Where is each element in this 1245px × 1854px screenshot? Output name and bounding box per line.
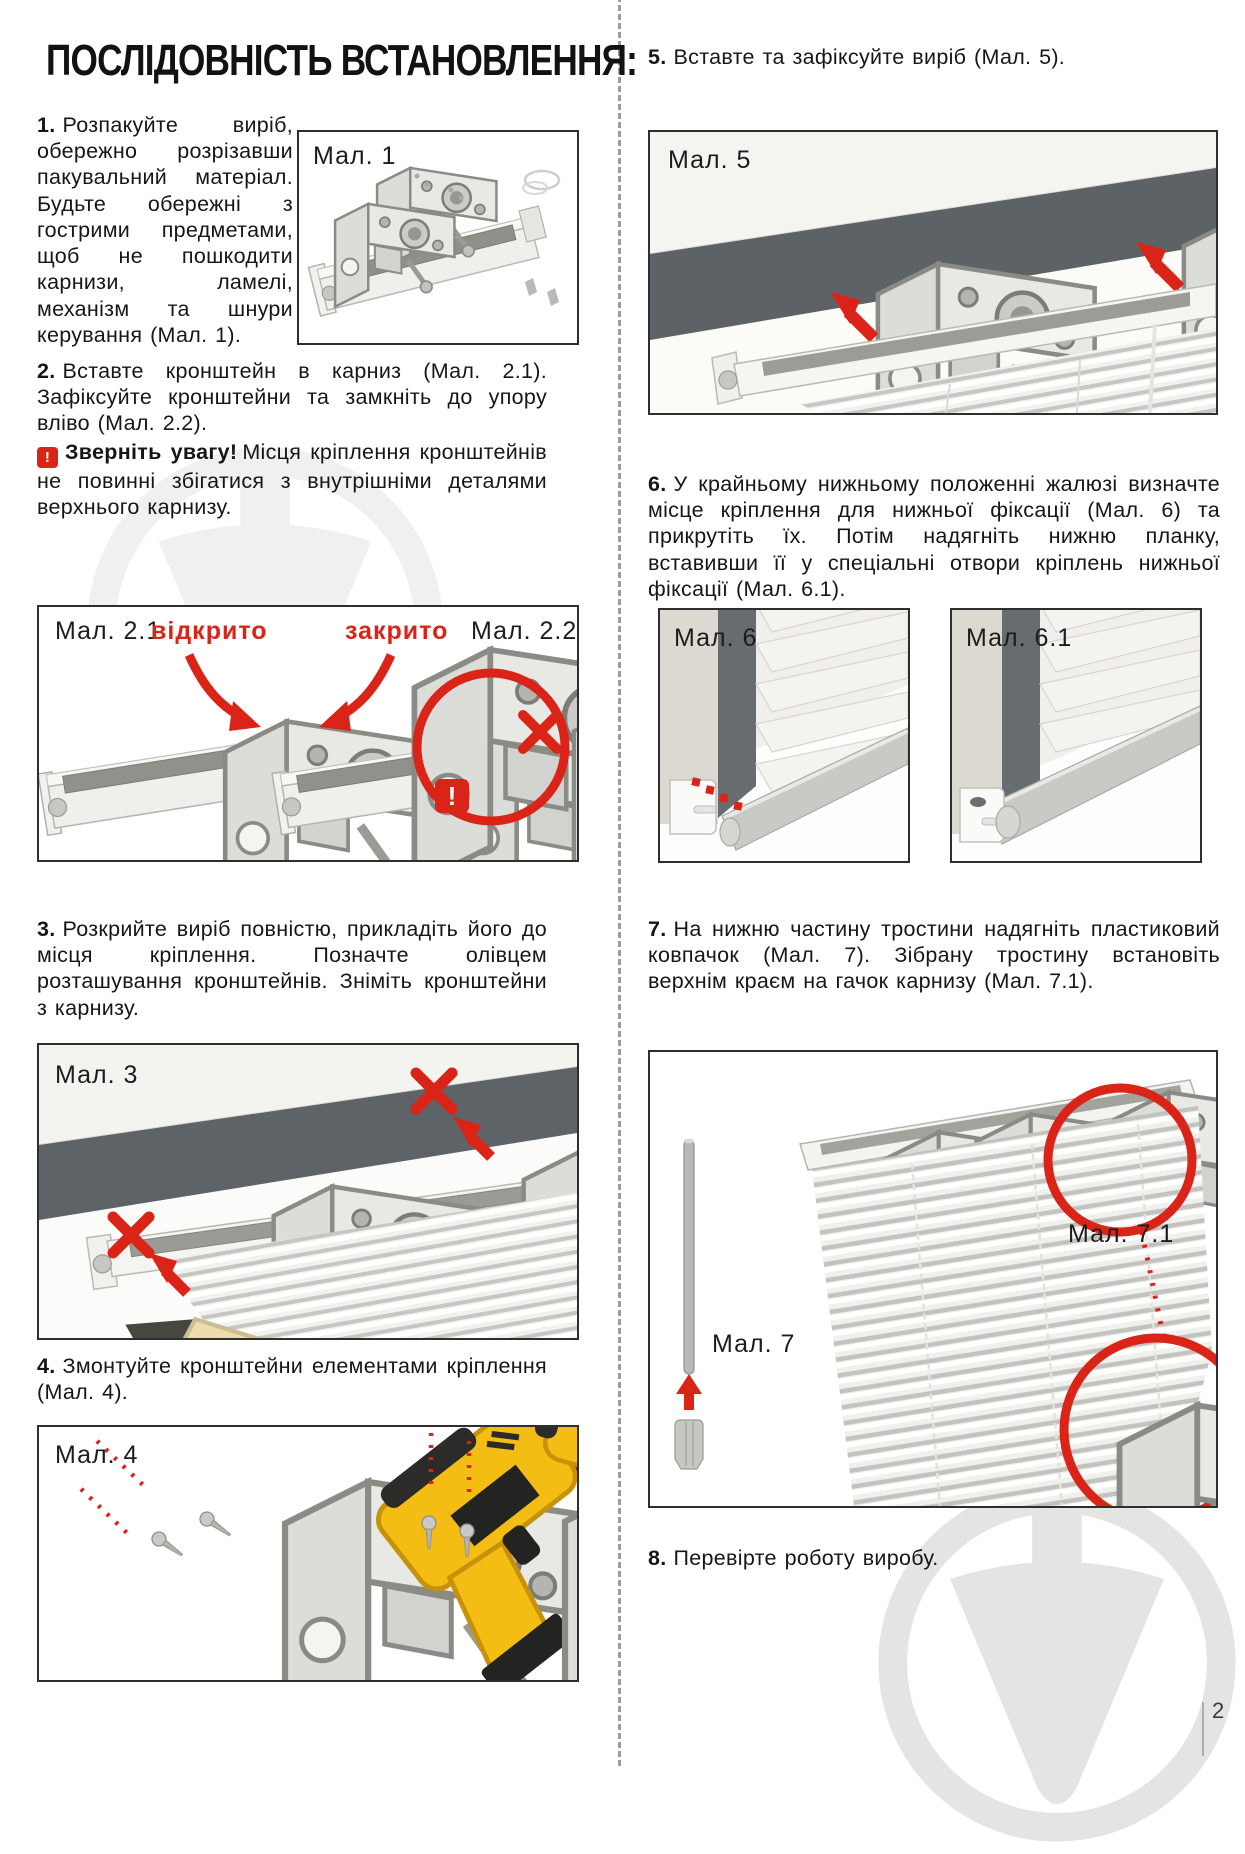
closed-state-label: закрито — [345, 617, 449, 645]
step-2-number: 2. — [37, 359, 56, 383]
step-6-number: 6. — [648, 472, 667, 496]
screw-icon — [197, 1509, 234, 1541]
step-2-body: Вставте кронштейн в карниз (Мал. 2.1). Зафіксуйте кронштейни та замкніть до упору вліво (Мал. 2.2). — [37, 359, 547, 436]
figure-4 — [37, 1425, 579, 1682]
step-7-text — [648, 916, 1220, 995]
warning-icon: ! — [37, 447, 58, 468]
figure-7-label: Мал. 7 — [712, 1330, 796, 1358]
step-4-number: 4. — [37, 1354, 56, 1378]
step-2-warning — [37, 439, 547, 520]
red-arrow-icon — [319, 655, 391, 731]
figure-6-label: Мал. 6 — [674, 624, 758, 652]
red-up-arrow-icon — [676, 1374, 702, 1410]
step-3-body: Розкрийте виріб повністю, прикладіть його до місця кріплення. Позначте олівцем розташування кронштейнів. Зніміть кронштейни з карнизу. — [37, 917, 547, 1020]
warning-body: Місця кріплення кронштейнів не повинні збігатися з внутрішніми деталями верхнього карнизу. — [37, 439, 547, 519]
figure-3 — [37, 1043, 579, 1340]
step-1-body: Розпакуйте виріб, обережно розрізавши пакувальний матеріал. Будьте обережні з гострими предметами, щоб не пошкодити карнизи, ламелі, механізм та шнури керування (Мал. 1). — [37, 113, 293, 347]
step-7-body: На нижню частину тростини надягніть пластиковий ковпачок (Мал. 7). Зібрану тростину встановіть верхнім краєм на гачок карнизу (Мал. 7.1). — [648, 917, 1220, 994]
trowel-logo-watermark — [866, 1472, 1245, 1854]
screw-icon — [149, 1529, 186, 1561]
wand-cap — [675, 1420, 703, 1469]
warning-badge-icon — [435, 779, 469, 813]
step-8-text — [648, 1545, 1220, 1571]
open-state-label: відкрито — [151, 617, 268, 645]
step-7-number: 7. — [648, 917, 667, 941]
step-1-text — [37, 112, 293, 348]
red-arrow-icon — [189, 655, 261, 731]
column-divider — [618, 0, 621, 1766]
figure-2-1-label: Мал. 2.1 — [55, 617, 162, 645]
warning-label: Зверніть увагу! — [65, 439, 238, 464]
step-5-body: Вставте та зафіксуйте виріб (Мал. 5). — [673, 45, 1066, 69]
figure-7 — [648, 1050, 1218, 1508]
step-3-number: 3. — [37, 917, 56, 941]
wand-rod — [684, 1139, 694, 1375]
figure-5-label: Мал. 5 — [668, 146, 752, 174]
page-number-divider — [1202, 1702, 1204, 1756]
figure-6-1 — [950, 608, 1202, 863]
figure-1-label: Мал. 1 — [313, 142, 397, 170]
cord-loop-icon — [525, 171, 559, 189]
step-1-number: 1. — [37, 113, 56, 137]
figure-1 — [297, 130, 579, 345]
page-number: 2 — [1212, 1698, 1225, 1723]
step-8-body: Перевірте роботу виробу. — [673, 1546, 939, 1570]
step-3-text — [37, 916, 547, 1021]
figure-2-2-label: Мал. 2.2 — [471, 617, 578, 645]
step-5-text — [648, 44, 1196, 70]
step-6-body: У крайньому нижньому положенні жалюзі визначте місце кріплення для нижньої фіксації (Мал. 6) та прикрутіть їх. Потім надягніть нижню планку, вставивши її у спеціальні отвори кріплень нижньої фіксації (Мал. 6.1). — [648, 472, 1220, 601]
step-5-number: 5. — [648, 45, 667, 69]
svg-text:!: ! — [447, 781, 457, 811]
figure-5 — [648, 130, 1218, 415]
step-4-body: Змонтуйте кронштейни елементами кріплення (Мал. 4). — [37, 1354, 547, 1405]
figure-6-1-label: Мал. 6.1 — [966, 624, 1073, 652]
step-2-main — [37, 358, 547, 437]
figure-7-illustration — [650, 1052, 1216, 1506]
step-6-text — [648, 471, 1220, 602]
figure-4-label: Мал. 4 — [55, 1441, 139, 1469]
step-4-text — [37, 1353, 547, 1405]
page-title: ПОСЛІДОВНІСТЬ ВСТАНОВЛЕННЯ: — [46, 36, 638, 85]
figure-2 — [37, 605, 579, 862]
step-8-number: 8. — [648, 1546, 667, 1570]
step-2-text — [37, 358, 547, 520]
figure-7-1-label: Мал. 7.1 — [1068, 1220, 1175, 1248]
figure-6 — [658, 608, 910, 863]
figure-3-label: Мал. 3 — [55, 1061, 139, 1089]
